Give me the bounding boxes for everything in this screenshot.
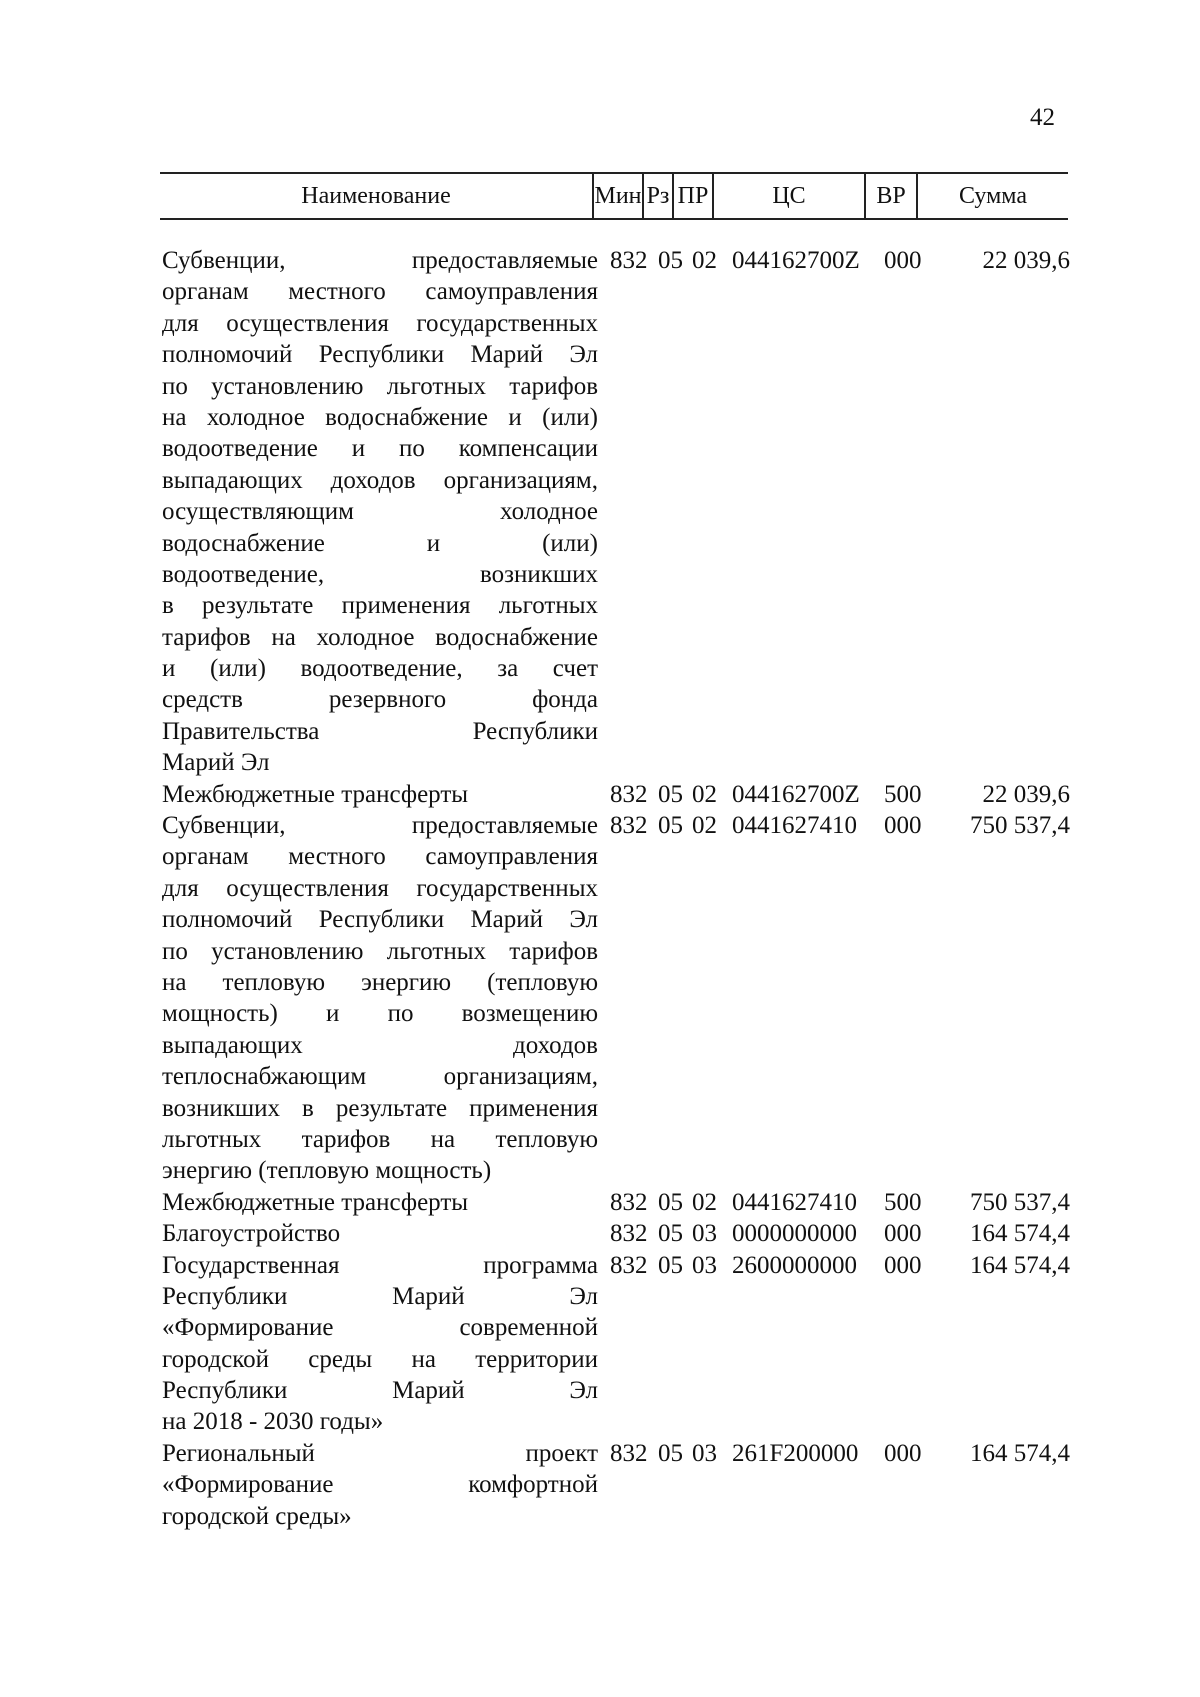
row-sum: 750 537,4: [970, 812, 1070, 840]
row-min: 832: [610, 1220, 648, 1248]
header-cs: ЦС: [772, 183, 806, 209]
row-name-line: водоснабжение и (или): [162, 529, 598, 557]
table-row: [162, 1250, 1070, 1438]
row-sum: 164 574,4: [970, 1439, 1070, 1467]
row-name: [162, 1187, 598, 1218]
row-rz: 05: [658, 1188, 683, 1216]
row-name-line: мощность) и по возмещению: [162, 1000, 598, 1028]
row-name: [162, 1438, 598, 1532]
row-name-line: органам местного самоуправления: [162, 843, 598, 871]
row-sum: 164 574,4: [970, 1220, 1070, 1248]
row-name-line: на тепловую энергию (тепловую: [162, 968, 598, 996]
row-name-line: для осуществления государственных: [162, 309, 598, 337]
row-cs: 261F200000: [732, 1439, 859, 1467]
row-name-line: полномочий Республики Марий Эл: [162, 906, 598, 934]
row-cs: 044162700Z: [732, 247, 860, 274]
row-rz: 05: [658, 780, 683, 808]
row-pr: 02: [692, 812, 717, 840]
row-sum: 22 039,6: [982, 780, 1070, 808]
row-vr: 500: [884, 780, 922, 808]
table-row: [162, 1187, 1070, 1218]
row-name-line: выпадающих доходов организациям,: [162, 466, 598, 494]
row-name-line: и (или) водоотведение, за счет: [162, 655, 598, 683]
row-rz: 05: [658, 812, 683, 840]
table-row: [162, 245, 1070, 779]
table-row: [162, 1438, 1070, 1532]
header-min: Мин: [594, 183, 642, 209]
row-name-line: возникших в результате применения: [162, 1094, 598, 1122]
row-cs: 0441627410: [732, 1188, 857, 1216]
row-name-line: полномочий Республики Марий Эл: [162, 341, 598, 369]
row-name-line: водоотведение, возникших: [162, 560, 598, 588]
row-name-line: льготных тарифов на тепловую: [162, 1125, 598, 1153]
row-name-line: на холодное водоснабжение и (или): [162, 403, 598, 431]
row-name-line: по установлению льготных тарифов: [162, 372, 598, 400]
row-cs: 0441627410: [732, 812, 857, 840]
row-name-line: водоотведение и по компенсации: [162, 435, 598, 463]
row-rz: 05: [658, 247, 683, 274]
row-sum: 22 039,6: [982, 247, 1070, 274]
row-name-line: Межбюджетные трансферты: [162, 1188, 469, 1216]
row-name-line: в результате применения льготных: [162, 592, 598, 620]
row-name: [162, 779, 598, 810]
header-rz: Рз: [646, 183, 670, 209]
header-name: Наименование: [301, 183, 451, 209]
row-name-line: Марий Эл: [162, 749, 270, 777]
row-name-line: на 2018 - 2030 годы»: [162, 1408, 384, 1436]
header-vr: ВР: [876, 183, 906, 209]
row-name-line: Субвенции, предоставляемые: [162, 247, 598, 274]
page-number: 42: [1030, 104, 1055, 131]
row-name-line: городской среды»: [162, 1502, 352, 1530]
row-name: [162, 245, 598, 779]
row-min: 832: [610, 812, 648, 840]
row-name-line: «Формирование современной: [162, 1314, 598, 1342]
row-min: 832: [610, 1188, 648, 1216]
row-name-line: для осуществления государственных: [162, 874, 598, 902]
header-pr: ПР: [677, 183, 709, 209]
row-pr: 02: [692, 1188, 717, 1216]
table-row: [162, 810, 1070, 1187]
row-cs: 2600000000: [732, 1251, 857, 1279]
row-name-line: тарифов на холодное водоснабжение: [162, 623, 598, 651]
row-min: 832: [610, 1251, 648, 1279]
row-name-line: Благоустройство: [162, 1220, 341, 1248]
row-name-line: Республики Марий Эл: [162, 1377, 598, 1405]
row-min: 832: [610, 780, 648, 808]
row-name: [162, 1250, 598, 1438]
row-rz: 05: [658, 1439, 683, 1467]
header-sum: Сумма: [959, 183, 1027, 209]
table-body: [162, 245, 1070, 1532]
row-name-line: по установлению льготных тарифов: [162, 937, 598, 965]
row-rz: 05: [658, 1251, 683, 1279]
row-name-line: осуществляющим холодное: [162, 498, 598, 526]
row-vr: 000: [884, 812, 922, 840]
row-name-line: энергию (тепловую мощность): [162, 1157, 492, 1185]
row-pr: 02: [692, 780, 717, 808]
row-name-line: Субвенции, предоставляемые: [162, 812, 598, 840]
row-cs: 044162700Z: [732, 780, 860, 808]
row-sum: 750 537,4: [970, 1188, 1070, 1216]
row-name-line: Государственная программа: [162, 1251, 598, 1279]
row-name-line: средств резервного фонда: [162, 686, 598, 714]
row-name-line: Региональный проект: [162, 1439, 598, 1467]
row-name-line: органам местного самоуправления: [162, 278, 598, 306]
row-name-line: выпадающих доходов: [162, 1031, 598, 1059]
row-vr: 000: [884, 1220, 922, 1248]
row-vr: 000: [884, 1439, 922, 1467]
row-name: [162, 1218, 598, 1249]
row-pr: 03: [692, 1439, 717, 1467]
row-min: 832: [610, 247, 648, 274]
row-min: 832: [610, 1439, 648, 1467]
row-cs: 0000000000: [732, 1220, 857, 1248]
row-name-line: городской среды на территории: [162, 1345, 598, 1373]
row-name: [162, 810, 598, 1187]
row-rz: 05: [658, 1220, 683, 1248]
row-pr: 03: [692, 1251, 717, 1279]
table-row: [162, 1218, 1070, 1249]
row-sum: 164 574,4: [970, 1251, 1070, 1279]
row-vr: 000: [884, 247, 922, 274]
row-pr: 02: [692, 247, 717, 274]
table-header: [160, 172, 1068, 220]
row-name-line: Межбюджетные трансферты: [162, 780, 469, 808]
row-name-line: Республики Марий Эл: [162, 1282, 598, 1310]
row-name-line: Правительства Республики: [162, 717, 598, 745]
row-pr: 03: [692, 1220, 717, 1248]
row-name-line: «Формирование комфортной: [162, 1471, 598, 1499]
row-name-line: теплоснабжающим организациям,: [162, 1063, 598, 1091]
row-vr: 500: [884, 1188, 922, 1216]
row-vr: 000: [884, 1251, 922, 1279]
table-row: [162, 779, 1070, 810]
